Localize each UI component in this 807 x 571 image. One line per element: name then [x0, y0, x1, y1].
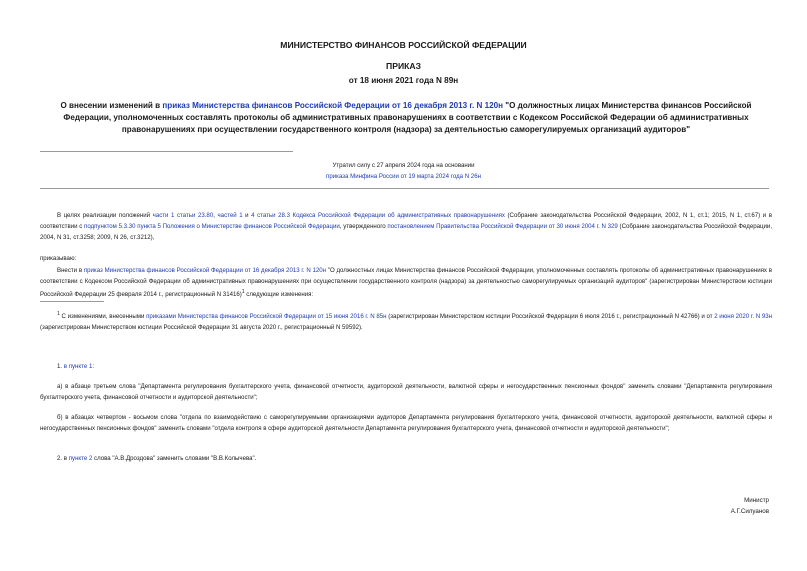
separator-full — [40, 188, 769, 189]
status-link[interactable]: приказа Минфина России от 19 марта 2024 года N 26н — [326, 173, 481, 181]
order-word: приказываю: — [40, 255, 77, 262]
main-text: Внести в — [57, 267, 84, 274]
item-1b: б) в абзацах четвертом - восьмом слова "отдела по взаимодействию с саморегулируемыми организациями аудиторов Департамента регулирования бухгалтерского учета, финансовой отчетности, аудиторской деятельности, валютной сферы и негосударственных пенсионных фондов" заменить словами "отдела контроля в сфере аудиторской деятельности Департамента регулирования бухгалтерского учета, финансовой отчетности и аудиторской деятельности"; — [40, 414, 772, 433]
footnote-link[interactable]: приказами Министерства финансов Российской Федерации от 15 июня 2016 г. N 85н — [146, 313, 387, 321]
item-number: 2. — [57, 455, 64, 462]
item-text: слова "А.В.Дроздова" заменить словами "В.В.Колычева". — [92, 455, 257, 462]
item-text: в — [63, 455, 69, 462]
item-2 — [57, 453, 256, 464]
footnote-number: 1 — [57, 311, 60, 317]
preamble-text: В целях реализации положений — [57, 212, 153, 219]
separator-short — [40, 151, 293, 152]
signer-name: А.Г.Силуанов — [730, 508, 769, 515]
title-suffix: "О должностных лицах Министерства финансов Российской Федерации, уполномоченных составлять протоколы об административных правонарушениях в соответствии с Кодексом Российской Федерации об административных правонарушениях при осуществлении государственного контроля (надзора) за деятельностью саморегулируемых организаций аудиторов" — [63, 101, 752, 134]
footnote-separator — [40, 301, 104, 302]
preamble-link[interactable]: части 1 статьи 23.80 — [152, 212, 214, 219]
footnote-text: (зарегистрирован Министерством юстиции Российской Федерации 31 августа 2020 г., регистрационный N 59592). — [40, 324, 363, 332]
status-note — [0, 160, 807, 182]
preamble-link[interactable]: частей 1 — [217, 212, 243, 219]
preamble-paragraph — [40, 210, 772, 244]
footnote-ref: 1 — [241, 289, 245, 296]
item-1-link[interactable]: в пункте 1 — [63, 363, 93, 370]
preamble-text: , утвержденного — [339, 223, 388, 231]
title-link[interactable]: приказ Министерства финансов Российской Федерации от 16 декабря 2013 г. N 120н — [162, 101, 503, 110]
preamble-text: (Собрание законодательства Российской Федерации, 2002, N 1, ст.1; 2015, N 1, ст.67) и в соответствии с — [40, 212, 773, 231]
main-text: следующие изменения: — [244, 291, 314, 299]
main-text: "О должностных лицах Министерства финансов Российской Федерации, уполномоченных составлять протоколы об административных правонарушениях в соответствии с Кодексом Российской Федерации об административных правонарушениях при осуществлении государственного контроля (надзора) за деятельностью саморегулируемых организаций аудиторов" (зарегистрирован Министерством юстиции Российской Федерации 25 февраля 2014 г., регистрационный N 31416) — [40, 267, 772, 299]
item-number: 1. — [57, 363, 64, 370]
signer-position: Министр — [744, 497, 769, 504]
footnote-text: (зарегистрирован Министерством юстиции Российской Федерации 6 июля 2016 г., регистрационный N 42766) и от — [386, 313, 715, 321]
preamble-link[interactable]: 4 статьи 28.3 Кодекса Российской Федерации об административных правонарушениях — [251, 212, 505, 219]
preamble-text: , — [213, 212, 218, 219]
footnote-text: С изменениями, внесенными — [59, 313, 147, 321]
footnote — [40, 309, 772, 333]
preamble-link[interactable]: постановлением Правительства Российской Федерации от 30 июня 2004 г. N 329 — [387, 223, 618, 231]
document-date-number: от 18 июня 2021 года N 89н — [348, 76, 459, 85]
signature-block — [731, 495, 769, 517]
status-line: Утратил силу с 27 апреля 2024 года на основании — [332, 162, 475, 169]
footnote-link[interactable]: 2 июня 2020 г. N 93н — [714, 313, 773, 321]
document-title — [40, 100, 772, 136]
item-1 — [57, 361, 94, 372]
document-type: ПРИКАЗ — [386, 61, 421, 71]
main-paragraph — [40, 265, 772, 301]
preamble-link[interactable]: подпунктом 5.3.30 пункта 5 Положения о Министерстве финансов Российской Федерации — [84, 223, 340, 231]
preamble-text: (Собрание законодательства Российской Федерации, 2004, N 31, ст.3258; 2009, N 26, ст.3212), — [40, 223, 773, 242]
title-prefix: О внесении изменений в — [60, 101, 163, 110]
item-2-link[interactable]: пункте 2 — [68, 455, 93, 462]
item-text: : — [92, 363, 95, 370]
main-link[interactable]: приказ Министерства финансов Российской Федерации от 16 декабря 2013 г. N 120н — [83, 267, 327, 274]
item-1a: а) в абзаце третьем слова "Департамента регулирования бухгалтерского учета, финансовой отчетности, аудиторской деятельности, валютной сферы и негосударственных пенсионных фондов" заменить словами "Департамента регулирования бухгалтерского учета, финансовой отчетности и аудиторской деятельности"; — [40, 383, 772, 402]
preamble-text: и — [242, 212, 252, 219]
ministry-heading: МИНИСТЕРСТВО ФИНАНСОВ РОССИЙСКОЙ ФЕДЕРАЦИИ — [280, 40, 527, 50]
